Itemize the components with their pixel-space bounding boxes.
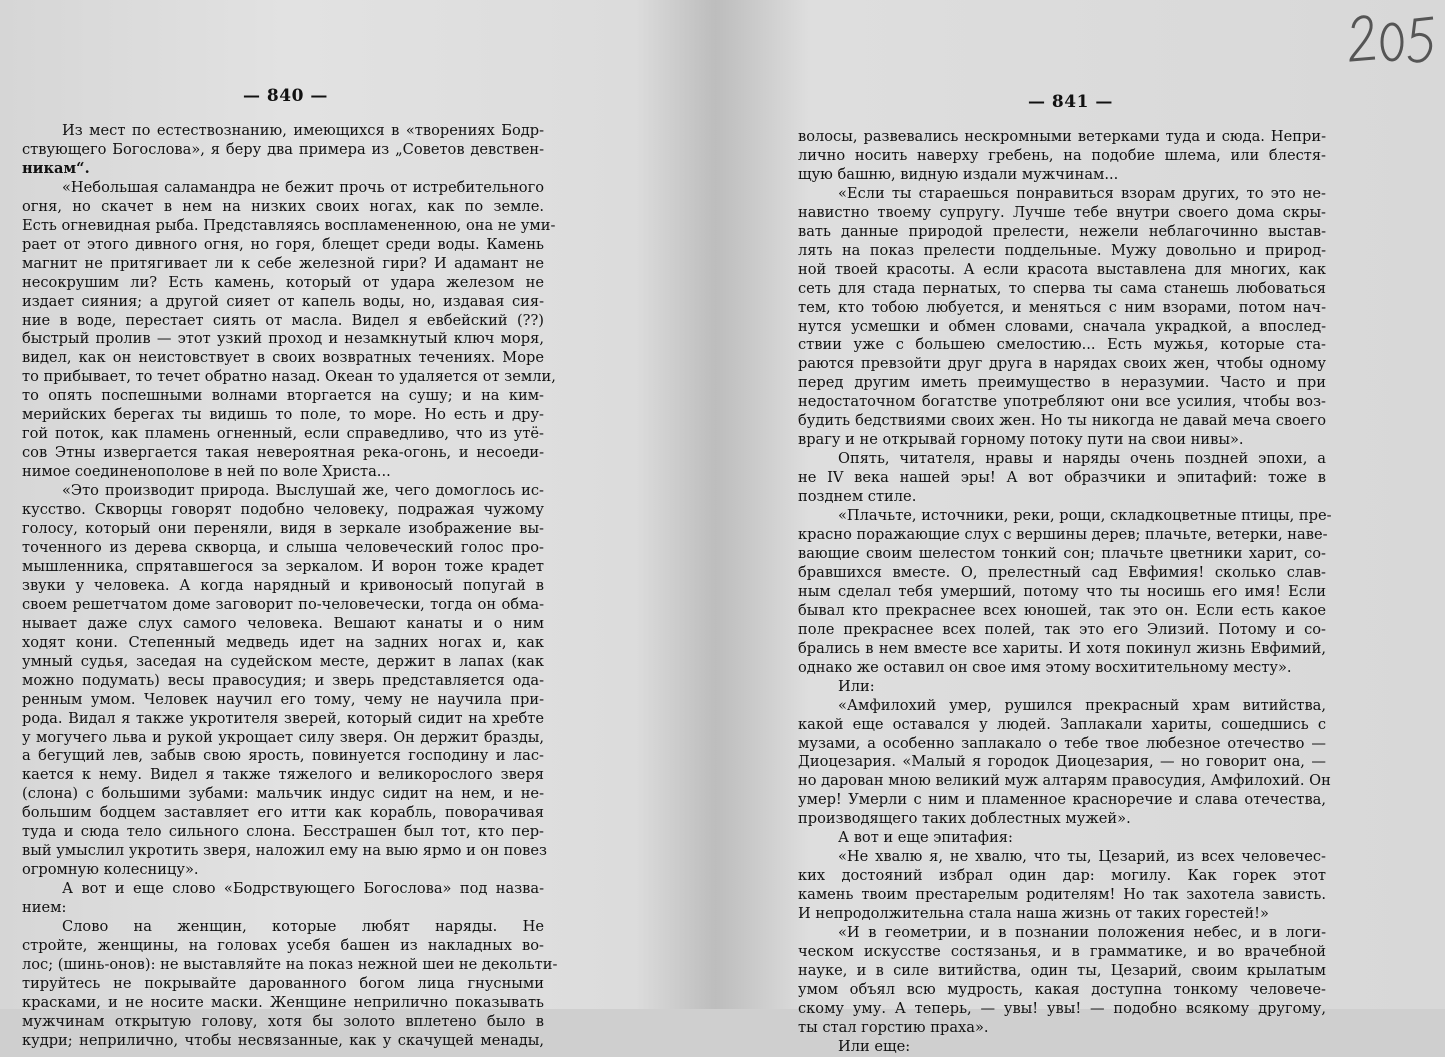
text-line: кусство. Скворцы говорят подобно человеку, подражая чужому	[22, 501, 544, 519]
text-line: рает от этого дивного огня, но горя, блещет среди воды. Камень	[22, 235, 544, 253]
text-line: кается к нему. Видел я также тяжелого и великорослого зверя	[22, 766, 544, 784]
text-line: Опять, читателя, нравы и наряды очень поздней эпохи, а	[838, 450, 1326, 468]
left-page-text	[22, 122, 558, 1051]
text-line: мышленника, спрятавшегося за зеркалом. И ворон тоже крадет	[22, 557, 544, 575]
text-line: ние в воде, перестает сиять от масла. Видел я евбейский (??)	[22, 311, 544, 329]
text-line: нимое соединенополове в ней по воле Христа...	[22, 463, 391, 481]
text-line: огромную колесницу».	[22, 861, 199, 879]
text-line: щую башню, видную издали мужчинам...	[798, 165, 1119, 183]
left-page	[0, 0, 690, 1049]
text-line: волосы, развевались нескромными ветерками туда и сюда. Непри-	[798, 128, 1326, 145]
right-page-text	[798, 128, 1332, 1057]
text-line: красно поражающие слух с вершины дерев; плачьте, ветерки, наве-	[798, 526, 1328, 544]
text-line: И непродолжительна стала наша жизнь от таких горестей!»	[798, 905, 1269, 923]
text-line: кудри; неприлично, чтобы несвязанные, как у скачущей менады,	[22, 1031, 544, 1049]
text-line: то опять поспешными волнами вторгается на сушу; и на ким-	[22, 387, 544, 405]
text-line: «Не хвалю я, не хвалю, что ты, Цезарий, из всех человечес-	[838, 848, 1326, 866]
text-line: у могучего льва и рукой укрощает силу зверя. Он держит бразды,	[22, 728, 544, 746]
text-line: туда и сюда тело сильного слона. Бесстрашен был тот, кто пер-	[22, 823, 544, 841]
text-line: «Это производит природа. Выслушай же, чего домоглось ис-	[62, 482, 544, 500]
text-line: производящего таких доблестных мужей».	[798, 810, 1131, 828]
text-line: несокрушим ли? Есть камень, который от удара железом не	[22, 273, 544, 291]
text-line: ходят кони. Степенный медведь идет на задних ногах и, как	[22, 633, 544, 651]
text-line: ной твоей красоты. А если красота выставлена для многих, как	[798, 260, 1326, 278]
text-line: умный судья, заседая на судейском месте, держит в лапах (как	[22, 652, 544, 670]
text-line: своем решетчатом доме заговорит по-человечески, тогда он обма-	[22, 595, 544, 613]
text-line: брались в нем вместе все хариты. И хотя покинул жизнь Евфимий,	[798, 639, 1326, 657]
text-line: навистно твоему супругу. Лучше тебе внутри своего дома скры-	[798, 203, 1326, 221]
text-line: большим бодцем заставляет его итти как корабль, поворачивая	[22, 804, 544, 822]
text-line: скому уму. А теперь, — увы! увы! — подобно всякому другому,	[798, 999, 1326, 1017]
text-line: будить бедствиями своих жен. Но ты никогда не давай меча своего	[798, 412, 1326, 430]
text-line: лос; (шинь-онов): не выставляйте на показ нежной шеи не декольти-	[22, 955, 558, 973]
text-line: Есть огневидная рыба. Представляясь воспламененною, она не уми-	[22, 216, 556, 234]
text-line: раются превзойти друг друга в нарядах своих жен, чтобы одному	[798, 355, 1326, 373]
text-line: быстрый пролив — этот узкий проход и незамкнутый ключ моря,	[22, 330, 544, 348]
text-line: умер! Умерли с ним и пламенное красноречие и слава отечества,	[798, 791, 1326, 809]
text-line: голосу, который они переняли, видя в зеркале изображение вы-	[22, 520, 544, 538]
text-line: бывал кто прекраснее всех юношей, так это он. Если есть какое	[798, 601, 1326, 619]
text-line: вый умыслил укротить зверя, наложил ему на выю ярмо и он повез	[22, 842, 547, 860]
text-line: ких достояний избрал один дар: могилу. Как горек этот	[798, 867, 1326, 885]
text-line: огня, но скачет в нем на низких своих ногах, как по земле.	[22, 197, 544, 215]
text-line: а бегущий лев, забыв свою ярость, повинуется господину и лас-	[22, 747, 544, 765]
text-line: издает сияния; а другой сияет от капель воды, но, издавая сия-	[22, 292, 544, 310]
text-line: «И в геометрии, и в познании положения небес, и в логи-	[838, 924, 1326, 942]
text-line: ренным умом. Человек научил его тому, чему не научила при-	[22, 690, 544, 708]
handwritten-number-glyph	[1347, 6, 1439, 70]
text-line: не IV века нашей эры! А вот образчики и эпитафий: тоже в	[798, 469, 1326, 487]
text-line: ствующего Богослова», я беру два примера из „Советов девствен-	[22, 140, 544, 158]
text-line: камень твоим престарелым родителям! Но так захотела зависть.	[798, 886, 1326, 904]
text-line: науке, и в силе витийства, один ты, Цезарий, своим крылатым	[798, 961, 1326, 979]
left-page-number: — 840 —	[243, 86, 328, 106]
text-line: мужчинам открытую голову, хотя бы золото вплетено было в	[22, 1012, 544, 1030]
text-line: рода. Видал я также укротителя зверей, который сидит на хребте	[22, 709, 544, 727]
text-line: красками, и не носите маски. Женщине неприлично показывать	[22, 993, 544, 1011]
handwritten-page-number	[1347, 6, 1439, 70]
text-line: нием:	[22, 899, 67, 917]
text-line: лять на показ прелести поддельные. Мужу довольно и природ-	[798, 241, 1326, 259]
text-line: Или:	[838, 677, 875, 695]
text-line: какой еще оставался у людей. Заплакали хариты, сошедшись с	[798, 715, 1326, 733]
text-line: тируйтесь не покрывайте дарованного богом лица гнусными	[22, 974, 544, 992]
text-line: сов Этны извергается такая невероятная река-огонь, и несоеди-	[22, 444, 544, 462]
text-line: недостаточном богатстве употребляют они все усилия, чтобы воз-	[798, 393, 1326, 411]
right-page	[700, 0, 1445, 1055]
text-line: ным сделал тебя умерший, потому что ты носишь его имя! Если	[798, 582, 1326, 600]
text-line: Слово на женщин, которые любят наряды. Не	[62, 918, 544, 936]
text-line: видел, как он неистовствует в своих возвратных течениях. Море	[22, 349, 544, 367]
text-line: поле прекраснее всех полей, так это его Элизий. Потому и со-	[798, 620, 1326, 638]
text-line: позднем стиле.	[798, 488, 917, 506]
text-line: музами, а особенно заплакало о тебе твое любезное отечество —	[798, 734, 1326, 752]
text-line: «Если ты стараешься понравиться взорам других, то это не-	[838, 184, 1326, 202]
text-line: то прибывает, то течет обратно назад. Океан то удаляется от земли,	[22, 368, 556, 386]
text-line: гой поток, как пламень огненный, если справедливо, что из утё-	[22, 425, 544, 443]
text-line: вать данные природой прелести, нежели неблагочинно выстав-	[798, 222, 1326, 240]
text-line: но дарован мною великий муж алтарям правосудия, Амфилохий. Он	[798, 772, 1331, 790]
text-line: никам“.	[22, 159, 90, 177]
text-line: мерийских берегах ты видишь то поле, то море. Но есть и дру-	[22, 406, 544, 424]
text-line: А вот и еще слово «Бодрствующего Богослова» под назва-	[62, 880, 544, 898]
text-line: звуки у человека. А когда нарядный и кривоносый попугай в	[22, 576, 544, 594]
text-line: точенного из дерева скворца, и слыша человеческий голос про-	[22, 538, 544, 556]
text-line: магнит не притягивает ли к себе железной гири? И адамант не	[22, 254, 544, 272]
text-line: Из мест по естествознанию, имеющихся в «творениях Бодр-	[62, 122, 544, 139]
text-line: ствии уже с большею смелостию... Есть мужья, которые ста-	[798, 336, 1326, 354]
right-page-number: — 841 —	[1028, 92, 1113, 112]
text-line: сеть для стада пернатых, то сперва ты сама станешь любоваться	[798, 279, 1326, 297]
text-line: «Небольшая саламандра не бежит прочь от истребительного	[62, 178, 544, 196]
text-line: лично носить наверху гребень, на подобие шлема, или блестя-	[798, 146, 1326, 164]
text-line: ты стал горстию праха».	[798, 1018, 989, 1036]
text-line: врагу и не открывай горному потоку пути на свои нивы».	[798, 431, 1244, 449]
text-line: нутся усмешки и обмен словами, сначала украдкой, а впослед-	[798, 317, 1326, 335]
text-line: однако же оставил он свое имя этому восхитительному месту».	[798, 658, 1292, 676]
text-line: перед другим иметь преимущество в неразумии. Часто и при	[798, 374, 1326, 392]
text-line: вающие своим шелестом тонкий сон; плачьте цветники харит, со-	[798, 544, 1326, 562]
text-line: стройте, женщины, на головах усебя башен из накладных во-	[22, 936, 544, 954]
text-line: (слона) с большими зубами: мальчик индус сидит на нем, и не-	[22, 785, 544, 803]
text-line: тем, кто тобою любуется, и меняться с ним взорами, потом нач-	[798, 298, 1326, 316]
text-line: можно подумать) весы правосудия; и зверь представляется ода-	[22, 671, 544, 689]
text-line: Диоцезария. «Малый я городок Диоцезария, — но говорит она, —	[798, 753, 1326, 771]
text-line: нывает даже слух самого человека. Вешают канаты и о ним	[22, 614, 544, 632]
text-line: «Плачьте, источники, реки, рощи, складкоцветные птицы, пре-	[838, 507, 1332, 525]
text-line: «Амфилохий умер, рушился прекрасный храм витийства,	[838, 696, 1326, 714]
text-line: бравшихся вместе. О, прелестный сад Евфимия! сколько слав-	[798, 563, 1326, 581]
text-line: ческом искусстве состязанья, и в грамматике, и во врачебной	[798, 942, 1326, 960]
text-line: А вот и еще эпитафия:	[838, 829, 1013, 847]
text-line: умом объял всю мудрость, какая доступна тонкому человече-	[798, 980, 1326, 998]
text-line: Или еще:	[838, 1037, 911, 1055]
